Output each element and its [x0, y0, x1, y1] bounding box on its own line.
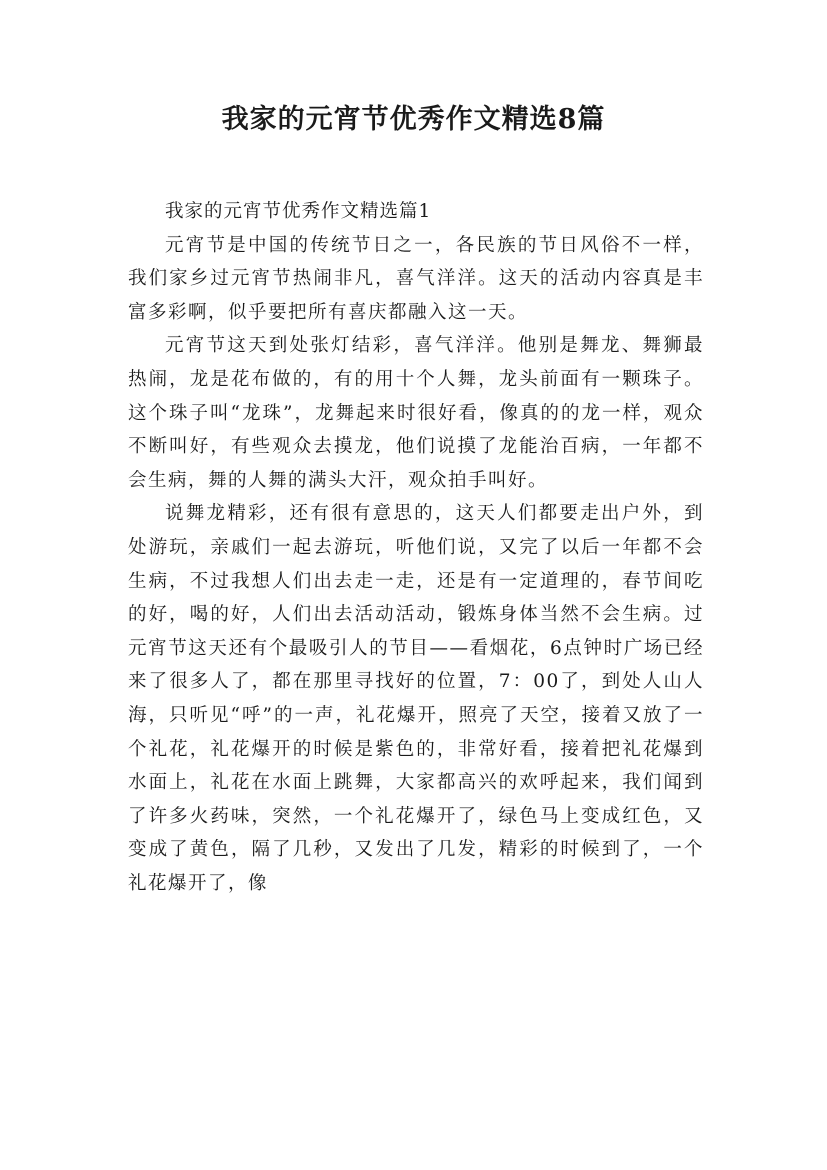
document-body	[128, 195, 704, 900]
section-heading: 我家的元宵节优秀作文精选篇1	[165, 201, 432, 222]
paragraph: 元宵节是中国的传统节日之一，各民族的节日风俗不一样，我们家乡过元宵节热闹非凡，喜气洋洋。这天的活动内容真是丰富多彩啊，似乎要把所有喜庆都融入这一天。	[128, 234, 704, 323]
document-title: 我家的元宵节优秀作文精选8篇	[221, 104, 606, 135]
paragraph: 说舞龙精彩，还有很有意思的，这天人们都要走出户外，到处游玩，亲戚们一起去游玩，听他们说，又完了以后一年都不会生病，不过我想人们出去走一走，还是有一定道理的，春节间吃的好，喝的好，人们出去活动活动，锻炼身体当然不会生病。过元宵节这天还有个最吸引人的节目——看烟花，6点钟时广场已经来了很多人了，都在那里寻找好的位置，7：00了，到处人山人海，只听见“呼”的一声，礼花爆开，照亮了天空，接着又放了一个礼花，礼花爆开的时候是紫色的，非常好看，接着把礼花爆到水面上，礼花在水面上跳舞，大家都高兴的欢呼起来，我们闻到了许多火药味，突然，一个礼花爆开了，绿色马上变成红色，又变成了黄色，隔了几秒，又发出了几发，精彩的时候到了，一个礼花爆开了，像	[128, 503, 704, 894]
paragraph: 元宵节这天到处张灯结彩，喜气洋洋。他别是舞龙、舞狮最热闹，龙是花布做的，有的用十个人舞，龙头前面有一颗珠子。这个珠子叫“龙珠”，龙舞起来时很好看，像真的的龙一样，观众不断叫好，有些观众去摸龙，他们说摸了龙能治百病，一年都不会生病，舞的人舞的满头大汗，观众拍手叫好。	[128, 335, 704, 491]
